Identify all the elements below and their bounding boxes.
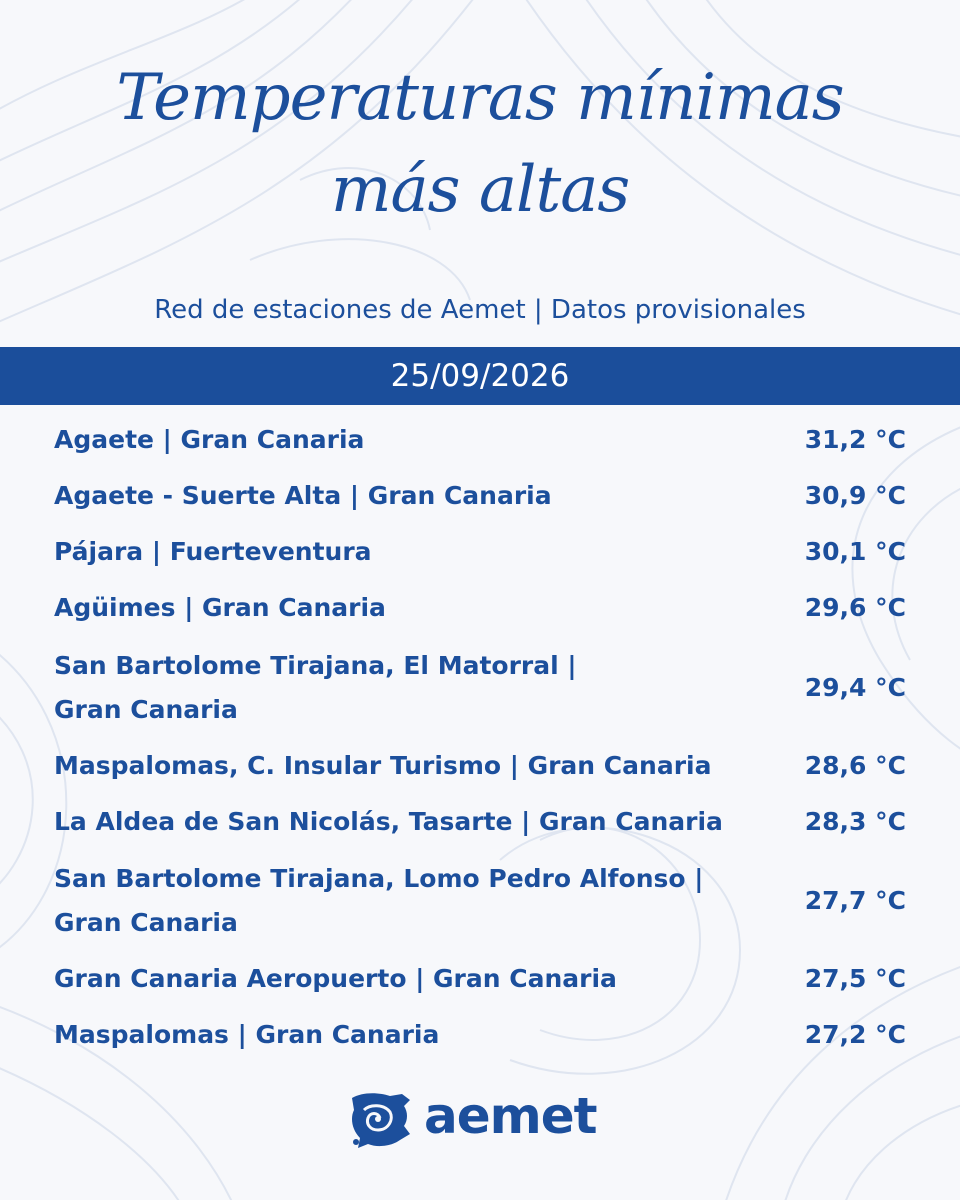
- station-name: [54, 646, 754, 730]
- station-temperature: 27,7 °C: [804, 886, 906, 915]
- title-line-2: más altas: [330, 153, 630, 227]
- station-row: [54, 532, 906, 572]
- page-title: [0, 52, 960, 236]
- station-name-line-1: San Bartolome Tirajana, El Matorral |: [54, 651, 577, 680]
- station-temperature: 27,2 °C: [804, 1020, 906, 1049]
- station-temperature: 31,2 °C: [804, 425, 906, 454]
- station-row: [54, 476, 906, 516]
- station-row: [54, 746, 906, 786]
- title-line-1: Temperaturas mínimas: [116, 61, 844, 135]
- station-temperature: 30,9 °C: [804, 481, 906, 510]
- station-row: [54, 802, 906, 842]
- station-name: La Aldea de San Nicolás, Tasarte | Gran Canaria: [54, 807, 723, 836]
- date-label: 25/09/2026: [390, 358, 570, 394]
- station-name-line-2: Gran Canaria: [54, 695, 238, 724]
- station-temperature: 28,6 °C: [804, 751, 906, 780]
- subtitle: Red de estaciones de Aemet | Datos provisionales: [154, 295, 806, 325]
- station-name: Gran Canaria Aeropuerto | Gran Canaria: [54, 964, 617, 993]
- station-row: [54, 646, 906, 730]
- station-name: Agüimes | Gran Canaria: [54, 593, 386, 622]
- station-name-line-1: San Bartolome Tirajana, Lomo Pedro Alfonso |: [54, 864, 704, 893]
- station-name: Maspalomas | Gran Canaria: [54, 1020, 440, 1049]
- station-name: Pájara | Fuerteventura: [54, 537, 372, 566]
- station-temperature: 28,3 °C: [804, 807, 906, 836]
- station-name: Maspalomas, C. Insular Turismo | Gran Canaria: [54, 751, 712, 780]
- aemet-logo: [348, 1087, 618, 1150]
- date-banner: [0, 347, 960, 405]
- station-temperature: 30,1 °C: [804, 537, 906, 566]
- station-row: [54, 859, 906, 943]
- station-name: Agaete - Suerte Alta | Gran Canaria: [54, 481, 552, 510]
- station-row: [54, 1015, 906, 1055]
- station-row: [54, 959, 906, 999]
- aemet-logo-icon: [348, 1090, 414, 1150]
- station-name: Agaete | Gran Canaria: [54, 425, 365, 454]
- station-row: [54, 588, 906, 628]
- station-name-line-2: Gran Canaria: [54, 908, 238, 937]
- station-name: [54, 859, 754, 943]
- aemet-logo-text: aemet: [424, 1087, 597, 1145]
- station-temperature: 29,6 °C: [804, 593, 906, 622]
- station-row: [54, 420, 906, 460]
- station-temperature: 27,5 °C: [804, 964, 906, 993]
- station-temperature: 29,4 °C: [804, 673, 906, 702]
